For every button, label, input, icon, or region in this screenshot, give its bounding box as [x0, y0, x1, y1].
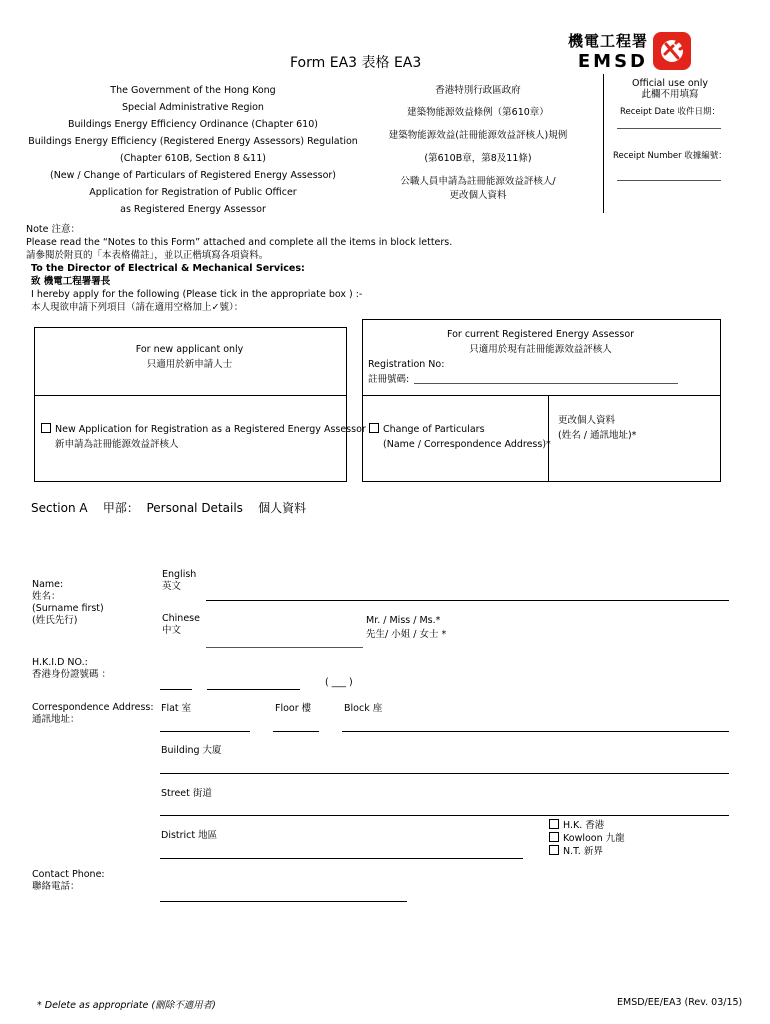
ordinance-zh: 建築物能源效益條例（第610章） — [407, 107, 549, 118]
region-hk-checkbox[interactable] — [549, 819, 559, 829]
english-label-zh: 英文 — [162, 581, 182, 592]
apply-en: I hereby apply for the following (Please tick in the appropriate box ) :- — [31, 289, 363, 300]
phone-field[interactable] — [160, 901, 407, 902]
change-particulars-en2: (Name / Correspondence Address)* — [383, 439, 551, 450]
delete-note: * Delete as appropriate (刪除不適用者) — [37, 1000, 216, 1011]
name-label-en: Name: — [32, 579, 64, 590]
receipt-date-label: Receipt Date 收件日期： — [620, 107, 720, 117]
chapter-en: (Chapter 610B, Section 8 &11) — [120, 153, 266, 164]
hkid-label-en: H.K.I.D NO.: — [32, 657, 88, 668]
receipt-number-line — [617, 180, 721, 181]
new-applicant-zh: 只適用於新申請人士 — [146, 359, 233, 370]
regulation-zh: 建築物能源效益(註冊能源效益評核人)規例 — [388, 130, 568, 141]
logo-english: EMSD — [577, 51, 648, 72]
to-director-zh: 致 機電工程署署長 — [31, 276, 111, 287]
official-use-zh: 此欄不用填寫 — [641, 89, 699, 100]
new-change-en: (New / Change of Particulars of Registered Energy Assessor) — [49, 170, 337, 181]
english-label: English — [162, 569, 197, 580]
flat-label: Flat 室 — [161, 703, 192, 714]
chapter-zh: (第610B章，第8及11條) — [424, 153, 532, 164]
change-particulars-zh2: (姓名 / 通訊地址)* — [558, 430, 637, 441]
chinese-label-zh: 中文 — [162, 625, 182, 636]
english-name-label — [162, 569, 196, 593]
change-particulars-zh-block — [558, 413, 636, 443]
title-en: Mr. / Miss / Ms.* — [366, 615, 441, 626]
regulation-en: Buildings Energy Efficiency (Registered Energy Assessors) Regulation — [28, 136, 358, 147]
registration-no-en: Registration No: — [368, 359, 445, 370]
gov-name-zh: 香港特別行政區政府 — [435, 85, 521, 96]
title-selector[interactable] — [366, 614, 446, 642]
flat-field[interactable] — [160, 731, 250, 732]
form-title: Form EA3 表格 EA3 — [290, 55, 422, 71]
current-rea-heading — [362, 327, 719, 357]
name-label-zh: 姓名： — [32, 591, 61, 602]
new-application-en: New Application for Registration as a Registered Energy Assessor — [55, 424, 366, 435]
new-application-checkbox[interactable] — [41, 423, 51, 433]
address-label-zh: 通訊地址： — [32, 714, 80, 725]
change-particulars-checkbox[interactable] — [369, 423, 379, 433]
street-label: Street 街道 — [161, 788, 212, 799]
phone-label — [32, 869, 105, 893]
region-options — [549, 819, 625, 858]
new-applicant-en: For new applicant only — [135, 344, 244, 355]
district-label: District 地區 — [161, 830, 218, 841]
surname-first-en: (Surname first) — [32, 603, 104, 614]
note-en: Please read the “Notes to this Form” attached and complete all the items in block letters. — [26, 237, 453, 248]
region-hk[interactable] — [549, 819, 625, 832]
change-particulars-option[interactable] — [369, 422, 551, 452]
gov-name-en: The Government of the Hong Kong — [110, 85, 276, 96]
chinese-name-field[interactable] — [206, 647, 363, 648]
section-a-title: Section A 甲部： Personal Details 個人資料 — [31, 501, 307, 515]
region-nt-label: N.T. 新界 — [563, 846, 603, 857]
block-field[interactable] — [342, 731, 729, 732]
region-kowloon-label: Kowloon 九龍 — [563, 833, 625, 844]
ordinance-en: Buildings Energy Efficiency Ordinance (Chapter 610) — [68, 119, 318, 130]
current-rea-zh: 只適用於現有註冊能源效益評核人 — [469, 344, 612, 355]
official-use-en: Official use only — [632, 78, 708, 89]
hkid-label-zh: 香港身份證號碼 ： — [32, 669, 112, 680]
change-particulars-en: Change of Particulars — [383, 424, 485, 435]
region-nt[interactable] — [549, 845, 625, 858]
phone-label-zh: 聯絡電話： — [32, 881, 80, 892]
address-label-en: Correspondence Address: — [32, 702, 154, 713]
region-kowloon-checkbox[interactable] — [549, 832, 559, 842]
official-use-title — [605, 78, 735, 100]
name-label — [32, 579, 104, 627]
region-hk-label: H.K. 香港 — [563, 820, 605, 831]
header-left — [28, 82, 358, 218]
receipt-date-line — [617, 128, 721, 129]
to-director-en: To the Director of Electrical & Mechanical Services: — [31, 263, 305, 274]
change-particulars-zh: 更改個人資料 — [558, 415, 616, 426]
form-code: EMSD/EE/EA3 (Rev. 03/15) — [617, 997, 743, 1008]
hkid-number-field[interactable] — [207, 689, 300, 690]
note-label: Note 注意： — [26, 224, 81, 235]
surname-first-zh: (姓氏先行) — [32, 615, 78, 626]
apply-zh: 本人現欲申請下列項目（請在適用空格加上✓號）： — [31, 302, 244, 313]
change-zh: 更改個人資料 — [449, 190, 507, 201]
street-field[interactable] — [160, 815, 729, 816]
new-application-zh: 新申請為註冊能源效益評核人 — [55, 439, 179, 450]
block-label: Block 座 — [344, 703, 383, 714]
hkid-prefix-field[interactable] — [160, 689, 192, 690]
notes-block — [26, 223, 452, 314]
registration-no-zh: 註冊號碼: — [368, 374, 410, 385]
new-applicant-divider — [34, 395, 346, 396]
region-kowloon[interactable] — [549, 832, 625, 845]
hkid-label — [32, 657, 111, 681]
assessor-en: as Registered Energy Assessor — [120, 204, 266, 215]
floor-label: Floor 樓 — [275, 703, 312, 714]
chinese-label: Chinese — [162, 613, 200, 624]
application-en: Application for Registration of Public Officer — [89, 187, 297, 198]
english-name-field[interactable] — [206, 600, 729, 601]
application-zh: 公職人員申請為註冊能源效益評核人/ — [400, 176, 556, 187]
region-nt-checkbox[interactable] — [549, 845, 559, 855]
sar-en: Special Administrative Region — [122, 102, 264, 113]
logo-chinese: 機電工程署 — [567, 32, 648, 50]
receipt-number-label: Receipt Number 收據編號： — [613, 151, 727, 161]
building-field[interactable] — [160, 773, 729, 774]
district-field[interactable] — [160, 858, 523, 859]
building-label: Building 大廈 — [161, 745, 222, 756]
new-applicant-heading — [34, 342, 345, 372]
title-zh: 先生/ 小姐 / 女士 * — [366, 629, 447, 640]
emsd-logo-icon — [653, 32, 691, 70]
phone-label-en: Contact Phone: — [32, 869, 105, 880]
floor-field[interactable] — [273, 731, 319, 732]
new-application-option[interactable] — [41, 422, 366, 452]
hkid-check-digit[interactable]: ( ___ ) — [325, 677, 353, 688]
registration-no-line[interactable] — [414, 383, 678, 384]
emsd-logo-text — [548, 30, 648, 72]
current-rea-en: For current Registered Energy Assessor — [446, 329, 635, 340]
header-middle — [362, 82, 594, 201]
note-zh: 請參閱於附頁的「本表格備註」，並以正楷填寫各項資料。 — [26, 250, 269, 261]
address-label — [32, 702, 154, 726]
chinese-name-label — [162, 613, 200, 637]
current-rea-divider — [362, 395, 720, 396]
